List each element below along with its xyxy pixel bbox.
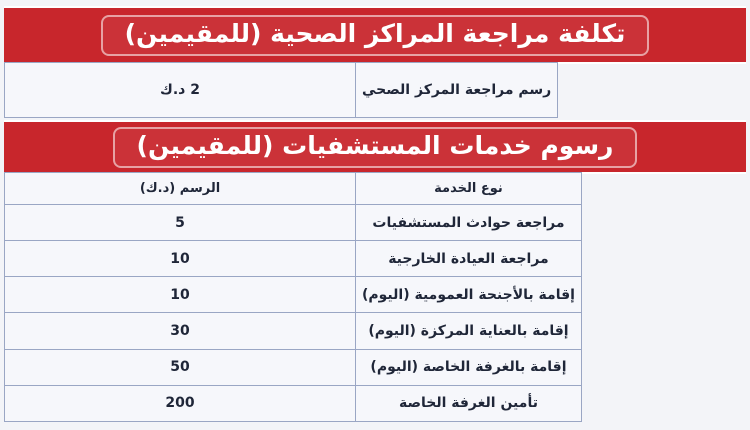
service-cell: إقامة بالأجنحة العمومية (اليوم)	[356, 277, 582, 313]
table-row	[5, 349, 582, 385]
fee-cell: 50	[5, 349, 356, 385]
table-row	[5, 205, 582, 241]
centers-banner	[4, 6, 746, 64]
service-cell: إقامة بالغرفة الخاصة (اليوم)	[356, 349, 582, 385]
fee-cell: 5	[5, 205, 356, 241]
table-row	[5, 385, 582, 421]
service-cell: تأمين الغرفة الخاصة	[356, 385, 582, 421]
fee-cell: 200	[5, 385, 356, 421]
table-row	[5, 277, 582, 313]
centers-fee-cell: 2 د.ك	[5, 63, 356, 118]
table-row	[5, 63, 558, 118]
table-header-row	[5, 173, 582, 205]
fee-cell: 10	[5, 277, 356, 313]
centers-service-cell: رسم مراجعة المركز الصحي	[356, 63, 558, 118]
centers-title: تكلفة مراجعة المراكز الصحية (للمقيمين)	[101, 15, 650, 56]
fee-cell: 10	[5, 241, 356, 277]
service-column-header: نوع الخدمة	[356, 173, 582, 205]
centers-table	[4, 62, 558, 118]
table-row	[5, 313, 582, 349]
hospitals-table	[4, 172, 582, 422]
service-cell: مراجعة العيادة الخارجية	[356, 241, 582, 277]
fee-cell: 30	[5, 313, 356, 349]
table-row	[5, 241, 582, 277]
hospitals-title: رسوم خدمات المستشفيات (للمقيمين)	[113, 127, 638, 168]
service-cell: إقامة بالعناية المركزة (اليوم)	[356, 313, 582, 349]
fee-column-header: الرسم (د.ك)	[5, 173, 356, 205]
hospitals-banner	[4, 120, 746, 174]
service-cell: مراجعة حوادث المستشفيات	[356, 205, 582, 241]
